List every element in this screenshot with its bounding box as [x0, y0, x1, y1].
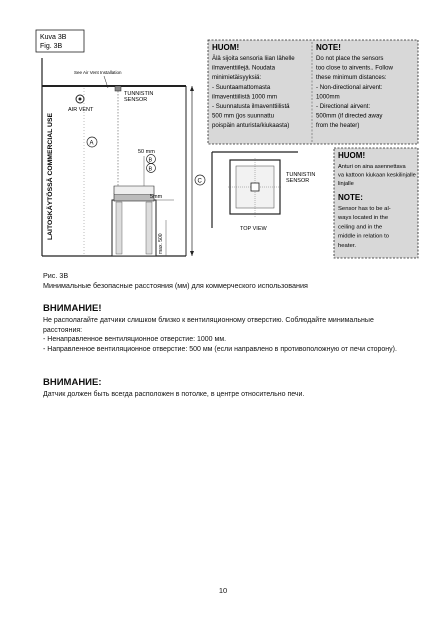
see-air-vent-note: See Air Vent Installation [74, 70, 122, 75]
warning-text-1 [43, 316, 413, 354]
warning-heading-1: ВНИМАНИЕ! [43, 303, 102, 314]
note-line: - Suunnatusta ilmaventtiilistä [212, 103, 290, 110]
figure-caption [43, 271, 308, 290]
note-line: 500 mm (jos suunnattu [212, 112, 274, 120]
note-line: - Directional airvent: [316, 103, 371, 110]
sensor-icon [115, 86, 121, 91]
top-view-sensor-label-en: SENSOR [286, 178, 310, 184]
note-line: - Non-directional airvent: [316, 83, 383, 91]
top-view-sensor-icon [251, 183, 259, 191]
note-line: Do not place the sensors [316, 55, 384, 62]
note-line: ways located in the [338, 215, 389, 222]
note-line: linjalle [338, 181, 354, 187]
note2-fi-title: HUOM! [338, 151, 366, 160]
warning-heading-2: ВНИМАНИЕ: [43, 377, 102, 388]
note2-en-title: NOTE: [338, 193, 363, 202]
note-line: ceiling and in the [338, 224, 383, 231]
dimension-50mm: 50 mm [138, 149, 155, 155]
note-line: from the heater) [316, 122, 360, 130]
figure-label-en: Fig. 3B [40, 43, 63, 50]
caption-text: Минимальные безопасные расстояния (мм) для коммерческого использования [43, 280, 308, 290]
warning-text-2: Датчик должен быть всегда расположен в потолке, в центре относительно печи. [43, 391, 305, 398]
warning1-line2: - Ненаправленное вентиляционное отверстие: 1000 мм. [43, 336, 227, 344]
note-line: Älä sijoita sensoria liian lähelle [212, 55, 295, 62]
dimension-b-label: B [148, 157, 153, 164]
note-line: - Suuntaamattomasta [212, 83, 271, 91]
warning1-line3: - Направленное вентиляционное отверстие: 500 мм (если направлено в противоположную от печи сторону). [43, 345, 397, 353]
top-view-label: TOP VIEW [240, 226, 267, 232]
installation-figure [34, 28, 420, 268]
note-line: Anturi on aina asennettava [338, 164, 406, 170]
note-en-title: NOTE! [316, 43, 341, 52]
commercial-use-label: LAITOSKÄYTÖSSÄ COMMERCIAL USE [47, 112, 54, 240]
page-number: 10 [218, 586, 228, 595]
dimension-c-label: C [197, 178, 202, 185]
top-view-sensor-label-fi: TUNNISTIN [286, 172, 316, 178]
note-line: heater. [338, 242, 357, 249]
note-line: poispäin anturista/kiukaasta) [212, 122, 290, 130]
note-fi-title: HUOM! [212, 43, 240, 52]
dimension-a-label: A [89, 140, 94, 147]
sensor-label-fi: TUNNISTIN [124, 91, 154, 97]
caption-label: Рис. 3B [43, 271, 69, 280]
note-line: ilmaventtiilistä 1000 mm [212, 93, 278, 101]
figure-label-fi: Kuva 3B [40, 34, 67, 41]
note-line: 500mm (if directed away [316, 112, 383, 120]
dimension-5mm: 5mm [150, 194, 163, 200]
note-line: these minimum distances: [316, 74, 387, 82]
warning1-line1: Не располагайте датчики слишком близко к вентиляционному отверстию. Соблюдайте минимальные расстояния: [43, 317, 374, 334]
air-vent-label: AIR VENT [68, 107, 94, 113]
note-line: too close to airvents.. Follow [316, 64, 393, 72]
note-line: Sensor has to be al- [338, 206, 391, 212]
note-line: va kattoon kiukaan keskilinjalle [338, 172, 416, 179]
note-line: 1000mm [316, 93, 340, 101]
note-line: ilmaventtiilejä. Noudata [212, 64, 276, 72]
note-line: middle in relation to [338, 233, 390, 240]
svg-text:B: B [148, 166, 153, 173]
sensor-label-en: SENSOR [124, 97, 148, 103]
note-line: minimietäisyyksiä: [212, 74, 262, 82]
dimension-max500: max. 500 [158, 233, 164, 254]
